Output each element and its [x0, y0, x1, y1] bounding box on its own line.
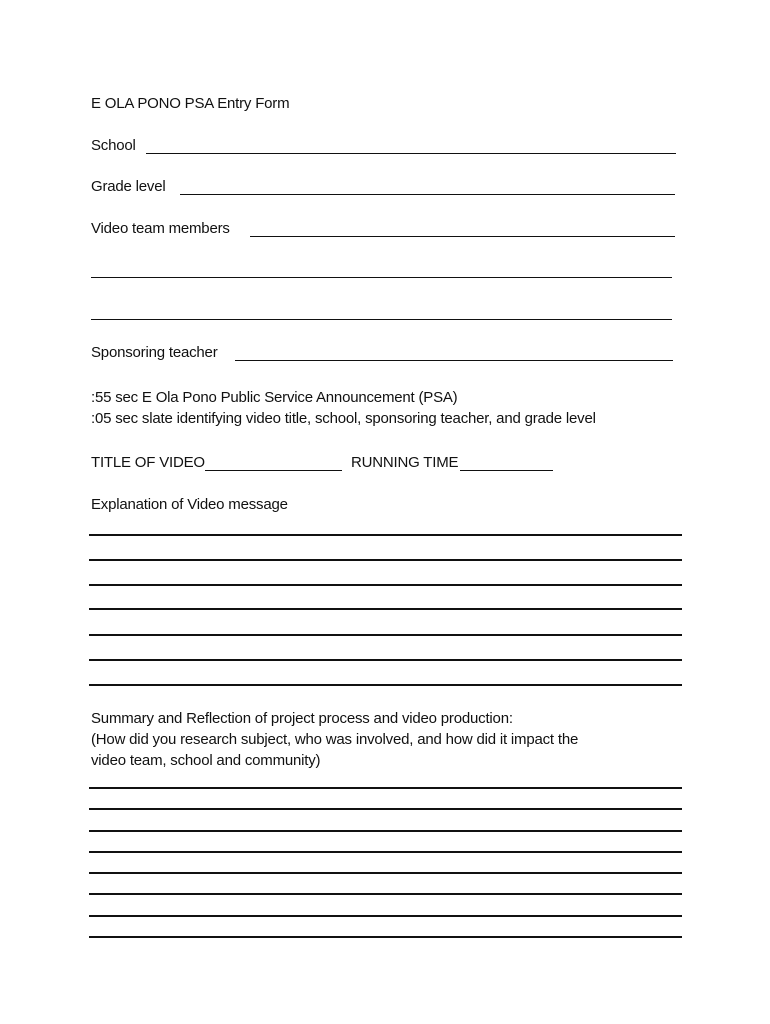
- summary-prompt-line-2: video team, school and community): [91, 752, 321, 769]
- explanation-line[interactable]: [89, 584, 682, 586]
- explanation-label: Explanation of Video message: [91, 496, 288, 513]
- slate-requirement: :05 sec slate identifying video title, school, sponsoring teacher, and grade level: [91, 410, 596, 427]
- school-field: [91, 137, 681, 157]
- title-of-video-input-line[interactable]: [205, 470, 342, 471]
- sponsoring-teacher-label: Sponsoring teacher: [91, 344, 218, 361]
- sponsoring-teacher-field: [91, 344, 681, 364]
- school-input-line[interactable]: [146, 153, 676, 154]
- summary-line[interactable]: [89, 872, 682, 874]
- explanation-line[interactable]: [89, 534, 682, 536]
- explanation-line[interactable]: [89, 559, 682, 561]
- running-time-label: RUNNING TIME: [351, 454, 459, 471]
- summary-line[interactable]: [89, 787, 682, 789]
- summary-line[interactable]: [89, 915, 682, 917]
- summary-prompt-line-1: (How did you research subject, who was involved, and how did it impact the: [91, 731, 579, 748]
- summary-heading: Summary and Reflection of project process and video production:: [91, 710, 513, 727]
- video-team-members-label: Video team members: [91, 220, 230, 237]
- explanation-line[interactable]: [89, 659, 682, 661]
- grade-level-input-line[interactable]: [180, 194, 675, 195]
- sponsoring-teacher-input-line[interactable]: [235, 360, 673, 361]
- summary-line[interactable]: [89, 893, 682, 895]
- summary-line[interactable]: [89, 936, 682, 938]
- running-time-input-line[interactable]: [460, 470, 553, 471]
- grade-level-field: [91, 178, 681, 198]
- video-team-members-input-line-2[interactable]: [91, 277, 672, 278]
- title-and-running-time-row: [91, 454, 681, 474]
- school-label: School: [91, 137, 136, 154]
- summary-line[interactable]: [89, 830, 682, 832]
- summary-line[interactable]: [89, 808, 682, 810]
- explanation-line[interactable]: [89, 608, 682, 610]
- explanation-line[interactable]: [89, 634, 682, 636]
- title-of-video-label: TITLE OF VIDEO: [91, 454, 205, 471]
- form-title: E OLA PONO PSA Entry Form: [91, 95, 290, 112]
- video-team-members-input-line-3[interactable]: [91, 319, 672, 320]
- explanation-line[interactable]: [89, 684, 682, 686]
- psa-length-requirement: :55 sec E Ola Pono Public Service Announcement (PSA): [91, 389, 458, 406]
- video-team-members-input-line[interactable]: [250, 236, 675, 237]
- summary-line[interactable]: [89, 851, 682, 853]
- grade-level-label: Grade level: [91, 178, 166, 195]
- video-team-members-field: [91, 220, 681, 240]
